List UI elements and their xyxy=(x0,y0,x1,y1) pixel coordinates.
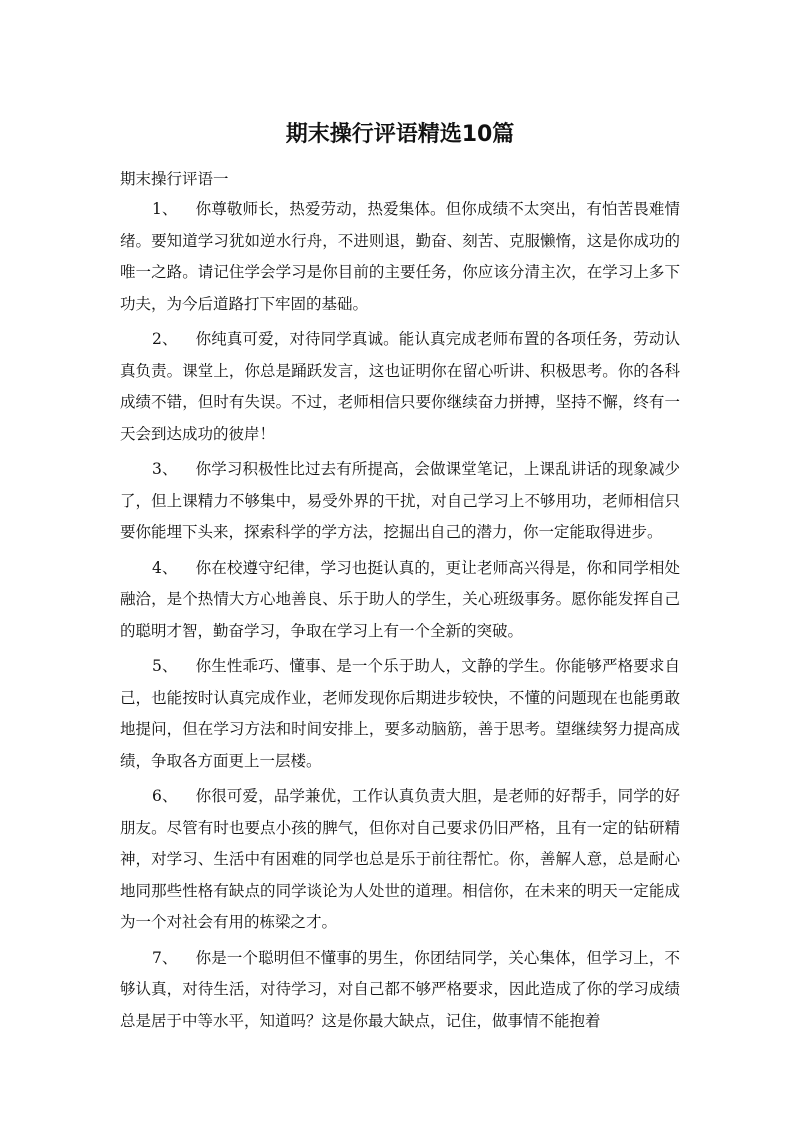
paragraph-number: 2、 xyxy=(152,330,178,348)
paragraph-number: 1、 xyxy=(152,200,178,218)
paragraph-number: 6、 xyxy=(152,787,178,805)
paragraph-number: 4、 xyxy=(152,558,178,577)
comment-paragraph-7 xyxy=(120,943,680,1038)
paragraph-text: 你在校遵守纪律，学习也挺认真的，更让老师高兴得是，你和同学相处融洽，是个热情大方心地善良、乐于助人的学生，关心班级事务。愿你能发挥自己的聪明才智，勤奋学习，争取在学习上有一个全新的突破。 xyxy=(120,558,680,640)
paragraph-text: 你纯真可爱，对待同学真诚。能认真完成老师布置的各项任务，劳动认真负责。课堂上，你总是踊跃发言，这也证明你在留心听讲、积极思考。你的各科成绩不错，但时有失误。不过，老师相信只要你继续奋力拼搏，坚持不懈，终有一天会到达成功的彼岸！ xyxy=(120,330,680,443)
document-title: 期末操行评语精选10篇 xyxy=(285,122,515,147)
section-heading: 期末操行评语一 xyxy=(120,170,229,188)
paragraph-text: 你生性乖巧、懂事、是一个乐于助人，文静的学生。你能够严格要求自己，也能按时认真完成作业，老师发现你后期进步较快，不懂的问题现在也能勇敢地提问，但在学习方法和时间安排上，要多动脑筋，善于思考。望继续努力提高成绩，争取各方面更上一层楼。 xyxy=(120,657,680,770)
paragraph-number: 3、 xyxy=(152,460,178,478)
paragraph-text: 你学习积极性比过去有所提高，会做课堂笔记，上课乱讲话的现象减少了，但上课精力不够集中，易受外界的干扰，对自己学习上不够用功，老师相信只要你能埋下头来，探索科学的学方法，挖掘出自己的潜力，你一定能取得进步。 xyxy=(120,460,680,541)
comment-paragraph-5 xyxy=(120,651,680,777)
paragraph-text: 你尊敬师长，热爱劳动，热爱集体。但你成绩不太突出，有怕苦畏难情绪。要知道学习犹如逆水行舟，不进则退，勤奋、刻苦、克服懒惰，这是你成功的唯一之路。请记住学会学习是你目前的主要任务，你应该分清主次，在学习上多下功夫，为今后道路打下牢固的基础。 xyxy=(120,200,680,313)
comment-paragraph-2 xyxy=(120,324,680,450)
comment-paragraph-1 xyxy=(120,194,680,320)
comment-paragraph-6 xyxy=(120,781,680,939)
comment-paragraph-3 xyxy=(120,454,680,549)
paragraph-text: 你是一个聪明但不懂事的男生，你团结同学，关心集体，但学习上，不够认真，对待生活，对待学习，对自己都不够严格要求，因此造成了你的学习成绩总是居于中等水平，知道吗？这是你最大缺点，记住，做事情不能抱着 xyxy=(120,948,680,1030)
paragraph-number: 7、 xyxy=(152,948,178,967)
comment-paragraph-4 xyxy=(120,553,680,648)
paragraph-text: 你很可爱，品学兼优，工作认真负责大胆，是老师的好帮手，同学的好朋友。尽管有时也要点小孩的脾气，但你对自己要求仍旧严格，且有一定的钻研精神，对学习、生活中有困难的同学也总是乐于前往帮忙。你，善解人意，总是耐心地同那些性格有缺点的同学谈论为人处世的道理。相信你，在未来的明天一定能成为一个对社会有用的栋梁之才。 xyxy=(120,787,680,931)
paragraph-number: 5、 xyxy=(152,657,178,675)
